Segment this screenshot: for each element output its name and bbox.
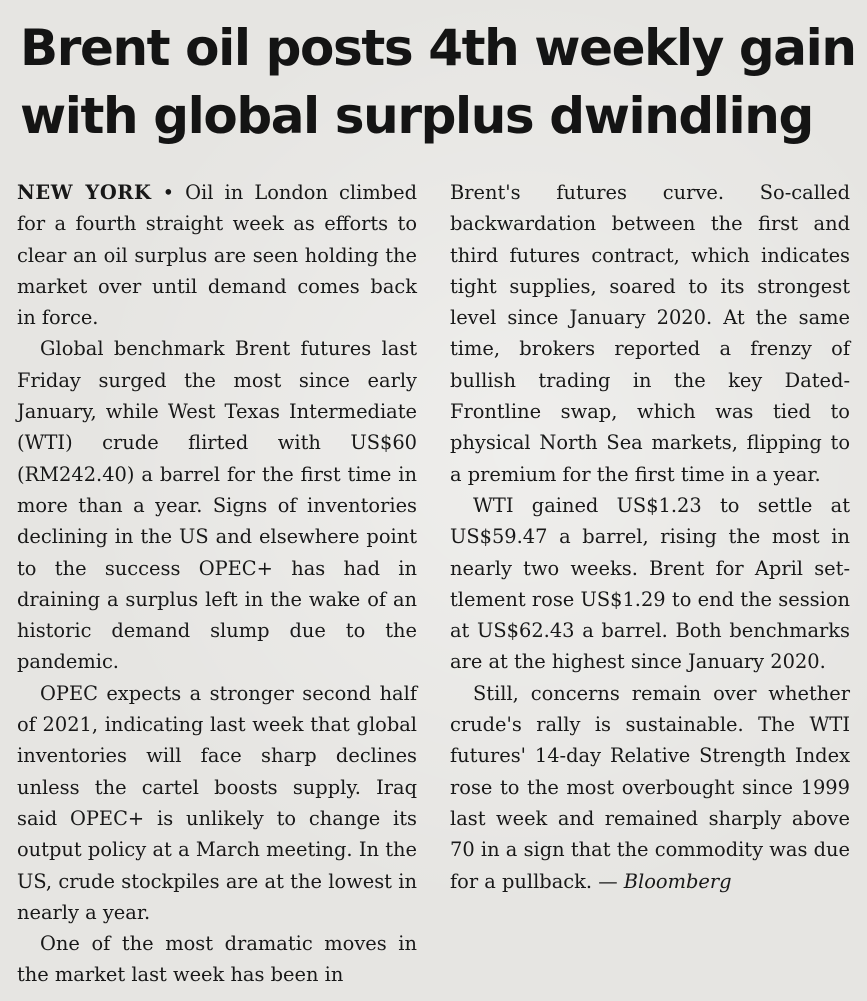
dateline-separator: •: [151, 181, 186, 204]
headline: Brent oil posts 4th weekly gain with global surplus dwindling: [20, 19, 856, 145]
paragraph-1-text: Oil in London climbed for a fourth straight week as efforts to clear an oil surplus are seen holding the market over until demand comes back in force.: [17, 181, 418, 330]
byline: Bloomberg: [623, 869, 732, 893]
paragraph-5: WTI gained US$1.23 to settle at US$59.47 a barrel, rising the most in nearly two weeks. Brent for April settlement rose US$1.29 to end the session at US$62.43 a barrel. Both benchmarks are at the highest since January 2020.: [450, 493, 850, 674]
paragraph-4-start: One of the most dramatic moves in the market last week has been in: [17, 932, 417, 987]
article-column-left: [17, 177, 417, 991]
article-column-right: [450, 177, 850, 897]
paragraph-3: OPEC expects a stronger second half of 2021, indicating last week that global inventories will face sharp declines unless the cartel boosts supply. Iraq said OPEC+ is unlikely to change its output policy at a March meeting. In the US, crude stockpiles are at the lowest in nearly a year.: [17, 681, 417, 924]
paragraph-6: [450, 678, 850, 897]
paragraph-2: Global benchmark Brent futures last Friday surged the most since early January, while West Texas Intermediate (WTI) crude flirted with US$60 (RM242.40) a barrel for the first time in more than a year. Signs of inventories declining in the US and elsewhere point to the success OPEC+ has had in draining a surplus left in the wake of an historic demand slump due to the pandemic.: [17, 337, 417, 674]
paragraph-4-continued: Brent's futures curve. So-called backwardation between the first and third futures contract, which indicates tight supplies, soared to its strongest level since January 2020. At the same time, brokers reported a frenzy of bullish trading in the key Dated-Frontline swap, which was tied to physical North Sea markets, flipping to a premium for the first time in a year.: [450, 181, 850, 486]
paragraph-1: [17, 177, 417, 333]
dateline: NEW YORK: [17, 181, 152, 204]
paragraph-6-text: Still, concerns remain over whether crude's rally is sustainable. The WTI futures' 14-day Relative Strength Index rose to the most overbought since 1999 last week and remained sharply above 70 in a sign that the commodity was due for a pullback.: [450, 681, 850, 893]
byline-separator: —: [592, 869, 624, 893]
